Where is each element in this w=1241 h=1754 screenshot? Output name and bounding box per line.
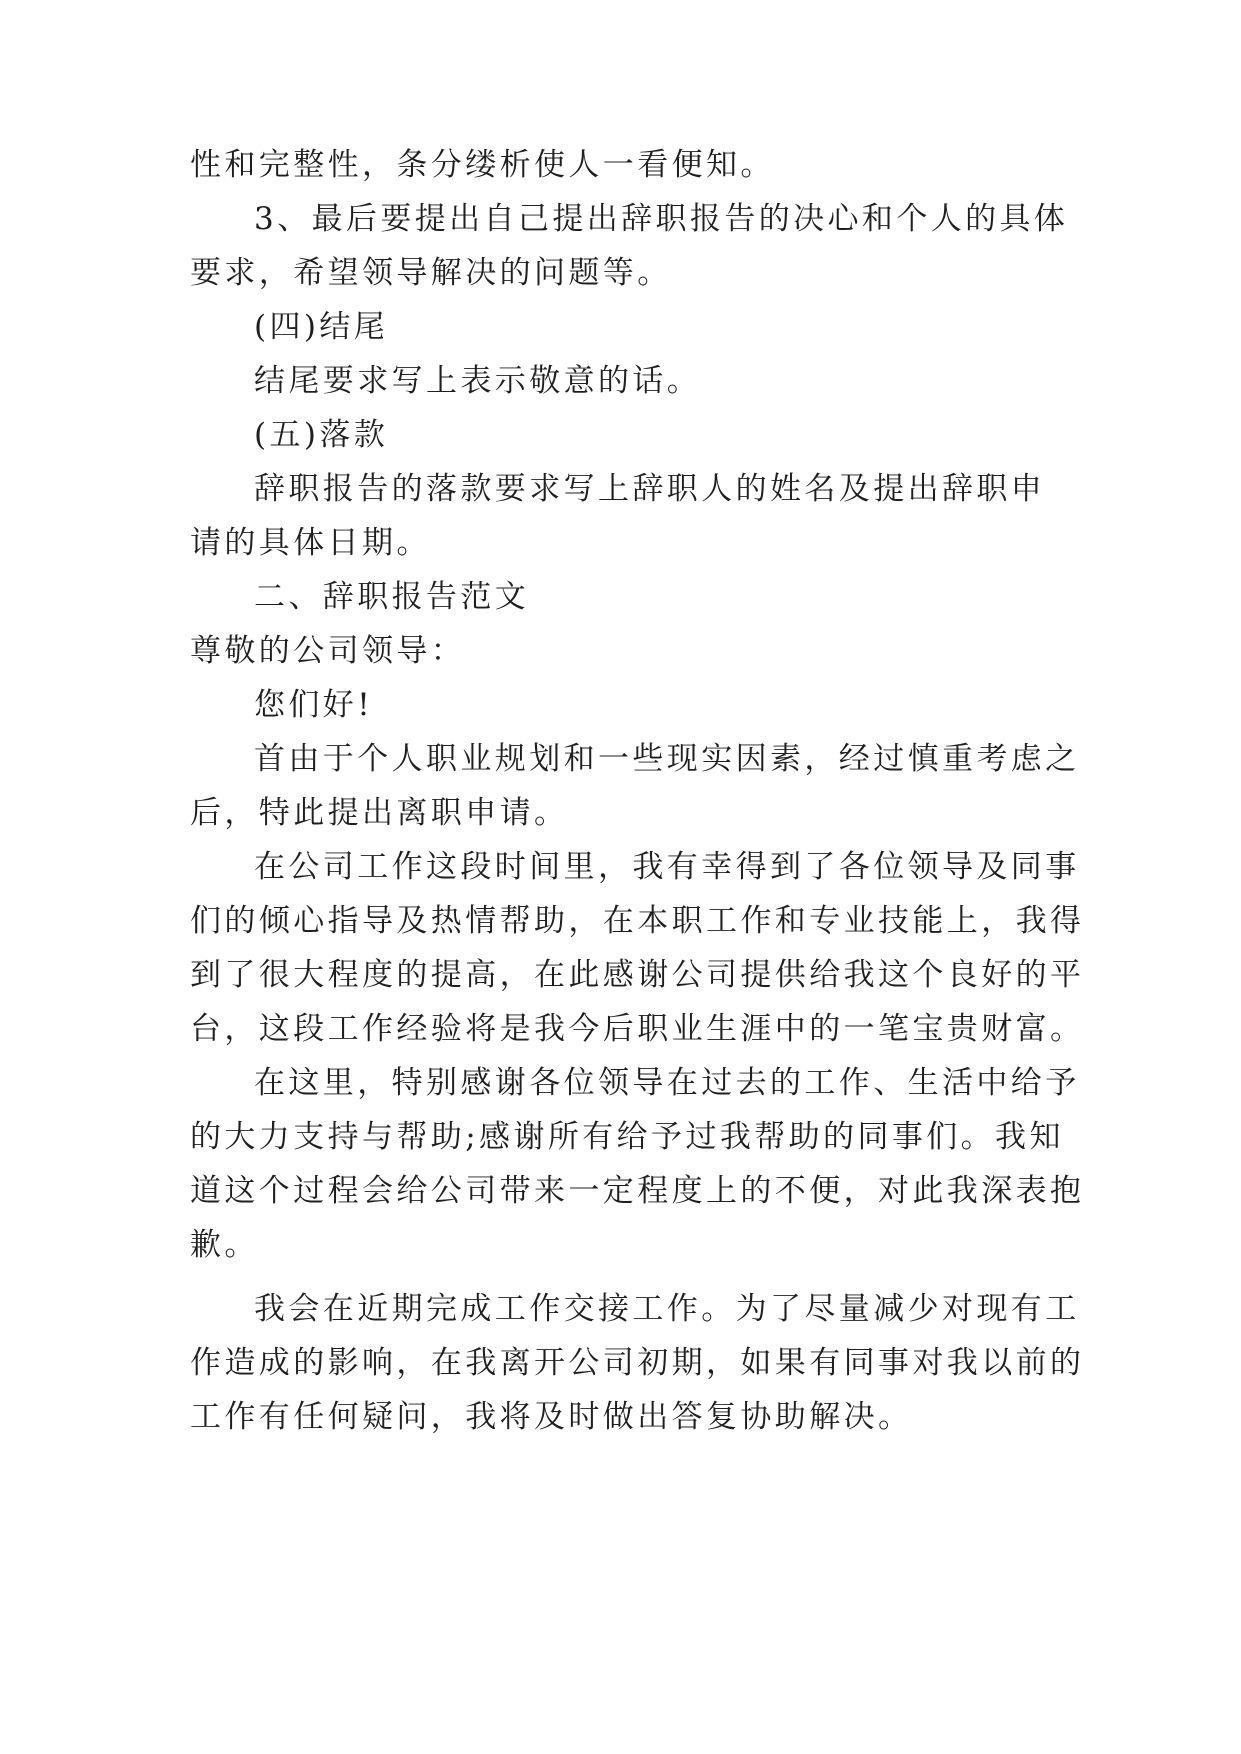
letter-greeting: 您们好! <box>254 687 374 723</box>
text-line: 们的倾心指导及热情帮助，在本职工作和专业技能上，我得 <box>190 903 1085 939</box>
text-line: 结尾要求写上表示敬意的话。 <box>254 363 702 399</box>
text-line: 作造成的影响，在我离开公司初期，如果有同事对我以前的 <box>190 1345 1085 1381</box>
letter-salutation: 尊敬的公司领导： <box>190 633 466 669</box>
text-line: 请的具体日期。 <box>190 525 431 561</box>
text-line: 后，特此提出离职申请。 <box>190 795 569 831</box>
text-line: 台，这段工作经验将是我今后职业生涯中的一笔宝贵财富。 <box>190 1011 1085 1047</box>
section-heading: (五)落款 <box>254 417 389 453</box>
text-line: 在这里，特别感谢各位领导在过去的工作、生活中给予 <box>254 1065 1080 1101</box>
text-line: 在公司工作这段时间里，我有幸得到了各位领导及同事 <box>254 849 1080 885</box>
text-line: 歉。 <box>190 1227 259 1263</box>
text-line: 道这个过程会给公司带来一定程度上的不便，对此我深表抱 <box>190 1173 1085 1209</box>
text-line: 要求，希望领导解决的问题等。 <box>190 255 672 291</box>
text-line: 到了很大程度的提高，在此感谢公司提供给我这个良好的平 <box>190 957 1085 993</box>
text-line: 辞职报告的落款要求写上辞职人的姓名及提出辞职申 <box>254 471 1046 507</box>
text-line: 工作有任何疑问，我将及时做出答复协助解决。 <box>190 1399 913 1435</box>
text-line: 3、最后要提出自己提出辞职报告的决心和个人的具体 <box>254 201 1069 237</box>
text-line: 的大力支持与帮助;感谢所有给予过我帮助的同事们。我知 <box>190 1119 1064 1155</box>
text-line: 性和完整性，条分缕析使人一看便知。 <box>190 147 775 183</box>
text-line: 我会在近期完成工作交接工作。为了尽量减少对现有工 <box>254 1291 1080 1327</box>
section-heading: 二、辞职报告范文 <box>254 579 530 615</box>
text-line: 首由于个人职业规划和一些现实因素，经过慎重考虑之 <box>254 741 1080 777</box>
section-heading: (四)结尾 <box>254 309 389 345</box>
